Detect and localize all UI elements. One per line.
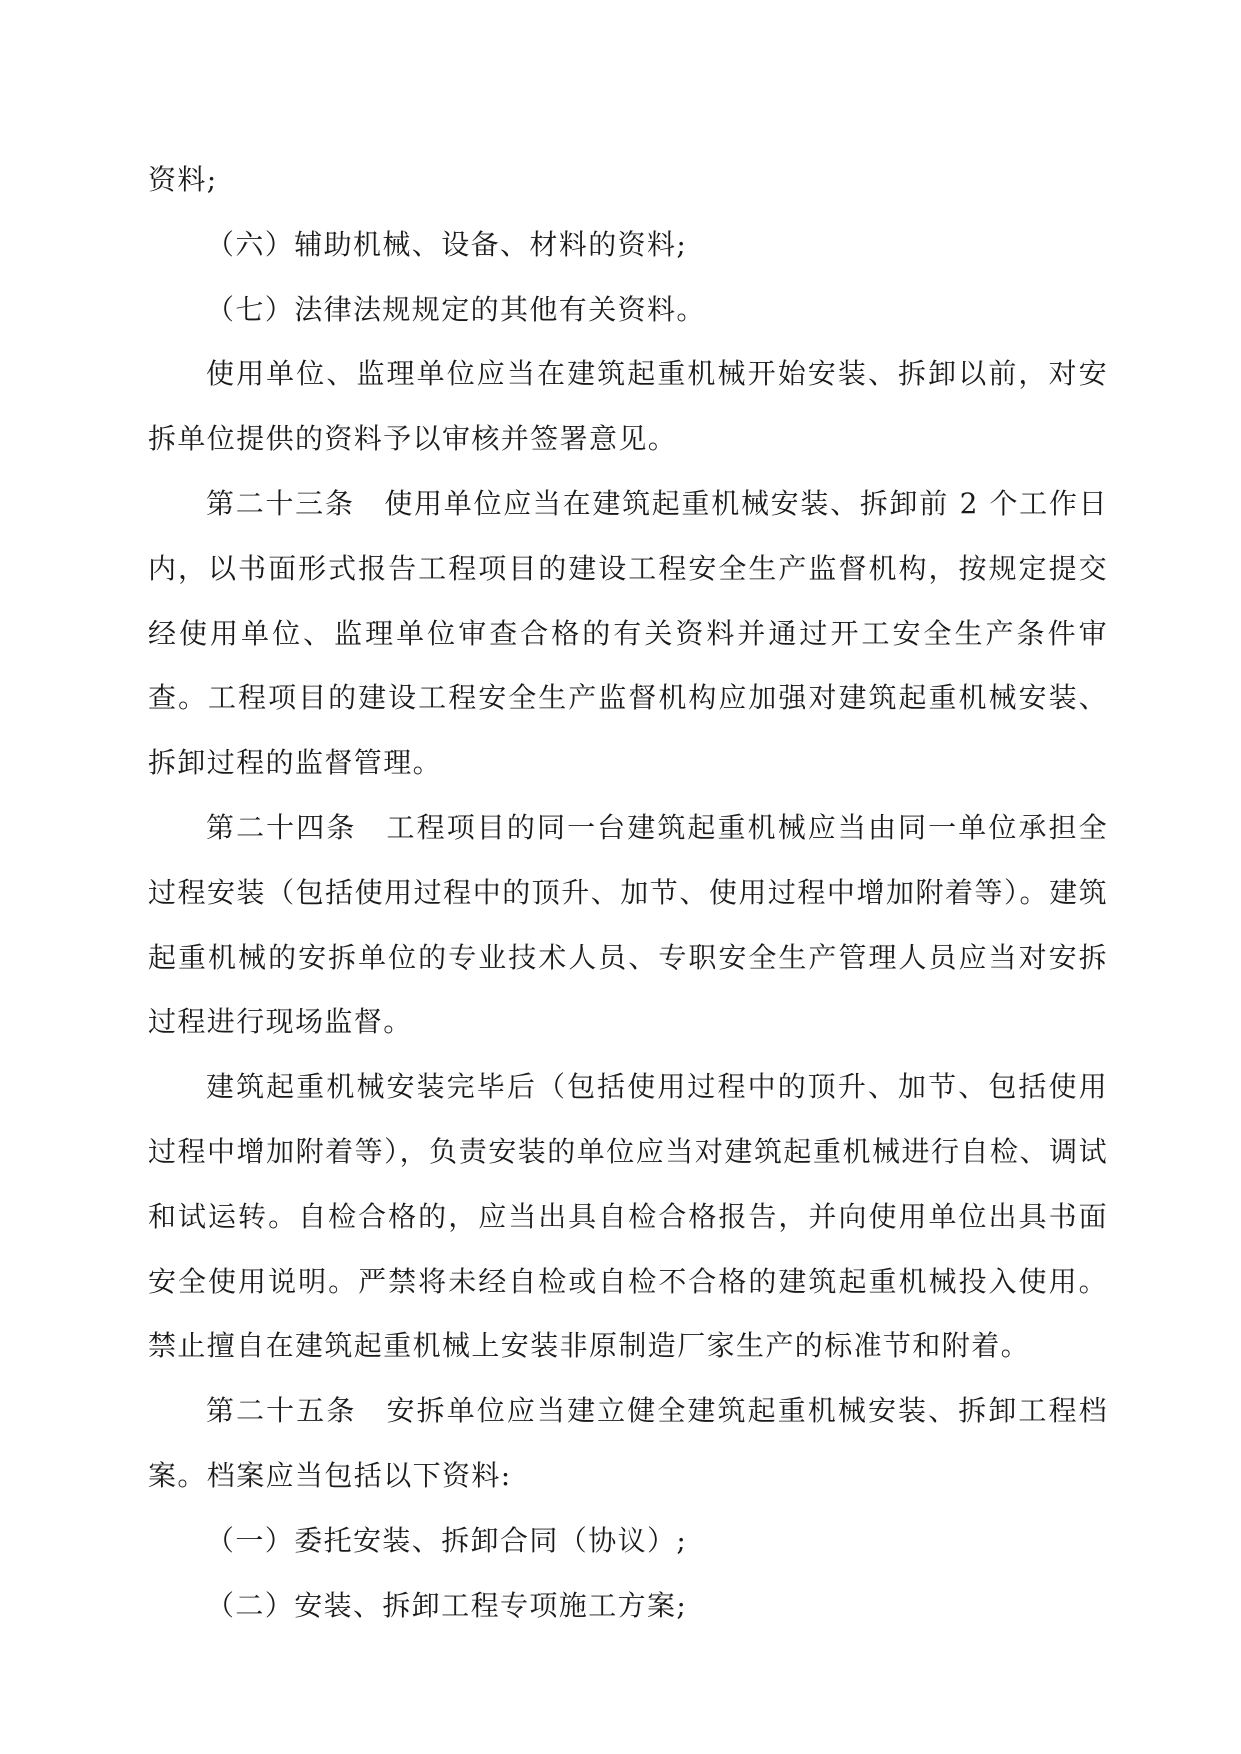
paragraph-self-inspection: 建筑起重机械安装完毕后（包括使用过程中的顶升、加节、包括使用过程中增加附着等），负责安装的单位应当对建筑起重机械进行自检、调试和试运转。自检合格的，应当出具自检合格报告，并向使用单位出具书面安全使用说明。严禁将未经自检或自检不合格的建筑起重机械投入使用。禁止擅自在建筑起重机械上安装非原制造厂家生产的标准节和附着。 [148,1070,1108,1363]
list-item-one: （一）委托安装、拆卸合同（协议）; [206,1523,688,1557]
article-23: 第二十三条 使用单位应当在建筑起重机械安装、拆卸前 2 个工作日内，以书面形式报告工程项目的建设工程安全生产监督机构，按规定提交经使用单位、监理单位审查合格的有关资料并通过开工安全生产条件审查。工程项目的建设工程安全生产监督机构应加强对建筑起重机械安装、拆卸过程的监督管理。 [148,486,1108,780]
list-item-seven: （七）法律法规规定的其他有关资料。 [206,292,706,326]
list-item-two: （二）安装、拆卸工程专项施工方案; [206,1588,688,1622]
paragraph-review: 使用单位、监理单位应当在建筑起重机械开始安装、拆卸以前，对安拆单位提供的资料予以审核并签署意见。 [148,357,1108,456]
document-body [148,148,1108,1638]
article-25: 第二十五条 安拆单位应当建立健全建筑起重机械安装、拆卸工程档案。档案应当包括以下资料: [148,1394,1108,1492]
list-item-six: （六）辅助机械、设备、材料的资料; [206,227,688,261]
article-24: 第二十四条 工程项目的同一台建筑起重机械应当由同一单位承担全过程安装（包括使用过程中的顶升、加节、使用过程中增加附着等）。建筑起重机械的安拆单位的专业技术人员、专职安全生产管理人员应当对安拆过程进行现场监督。 [148,810,1108,1039]
paragraph-continuation: 资料; [148,163,218,196]
